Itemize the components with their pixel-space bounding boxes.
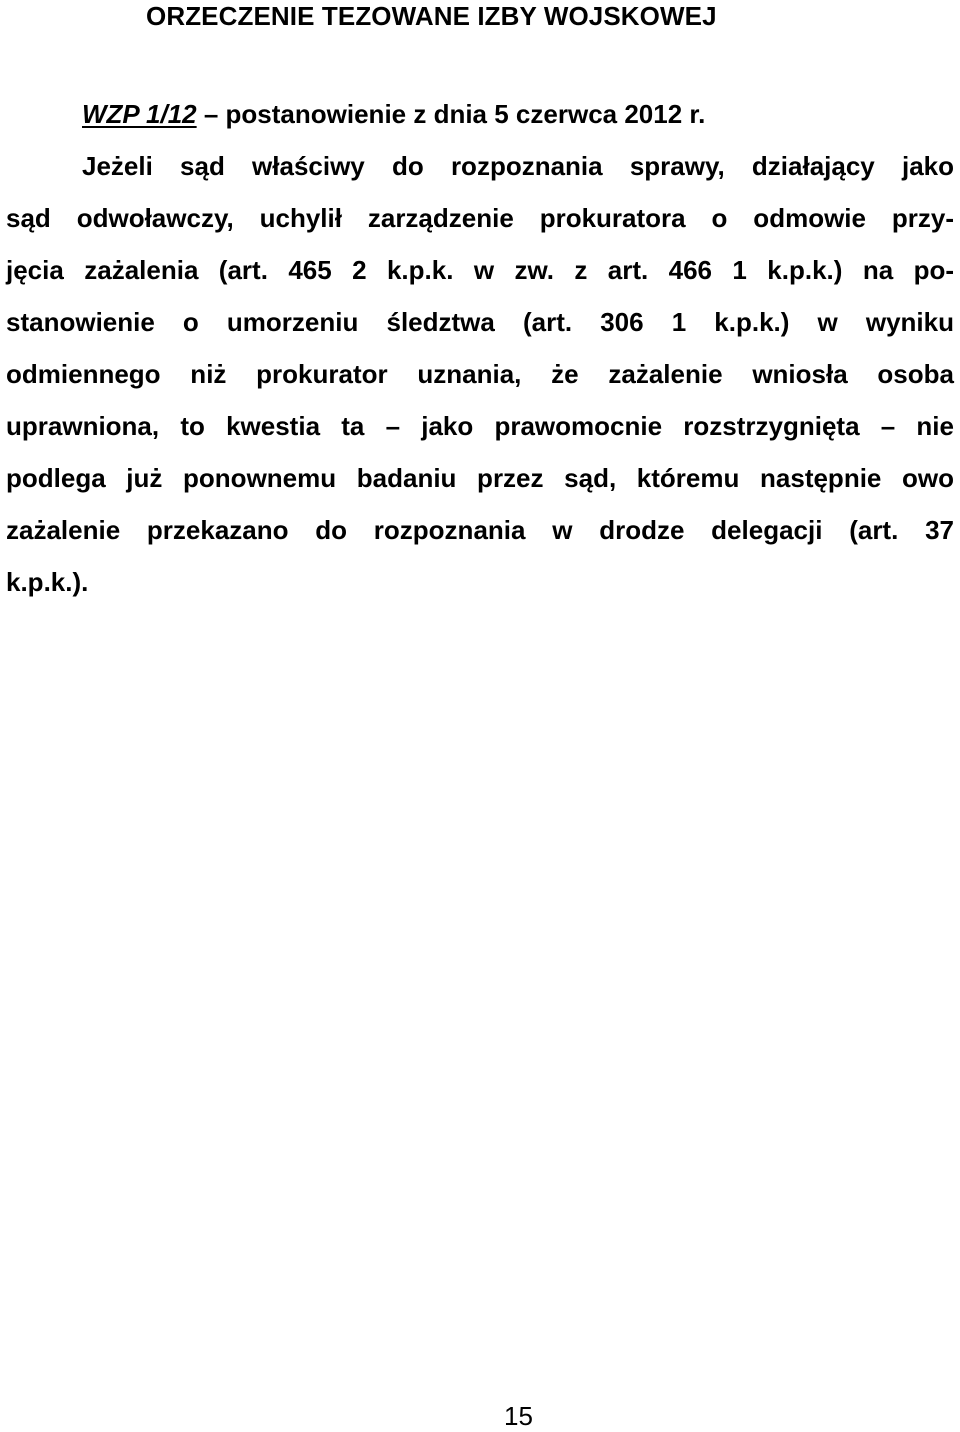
thesis-line: zażalenie przekazano do rozpoznania w drodze delegacji (art. 37: [6, 515, 954, 545]
thesis-line: odmiennego niż prokurator uznania, że zażalenie wniosła osoba: [6, 359, 954, 389]
ruling-heading: [82, 98, 705, 130]
ruling-description: – postanowienie z dnia 5 czerwca 2012 r.: [196, 99, 706, 129]
thesis-line: uprawniona, to kwestia ta – jako prawomocnie rozstrzygnięta – nie: [6, 411, 954, 441]
page-number: 15: [504, 1401, 533, 1431]
thesis-line: podlega już ponownemu badaniu przez sąd, któremu następnie owo: [6, 463, 954, 493]
thesis-line: sąd odwoławczy, uchylił zarządzenie prokuratora o odmowie przy-: [6, 203, 954, 233]
page-title: ORZECZENIE TEZOWANE IZBY WOJSKOWEJ: [146, 1, 717, 31]
ruling-signature: WZP 1/12: [82, 99, 197, 129]
thesis-line: k.p.k.).: [6, 567, 89, 597]
thesis-line: stanowienie o umorzeniu śledztwa (art. 306 1 k.p.k.) w wyniku: [6, 307, 954, 337]
thesis-paragraph: [6, 150, 954, 618]
thesis-line: Jeżeli sąd właściwy do rozpoznania sprawy, działający jako: [82, 151, 954, 181]
thesis-line: jęcia zażalenia (art. 465 2 k.p.k. w zw. z art. 466 1 k.p.k.) na po-: [6, 255, 954, 285]
